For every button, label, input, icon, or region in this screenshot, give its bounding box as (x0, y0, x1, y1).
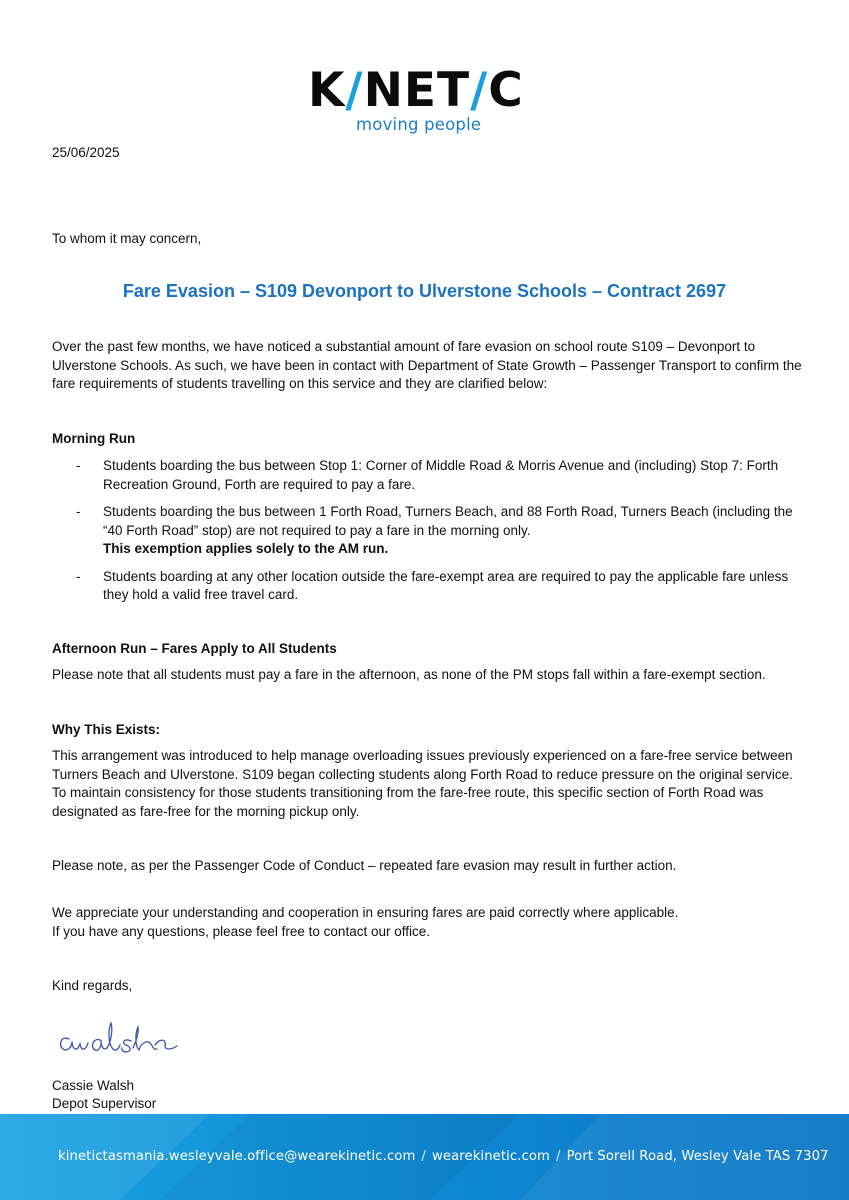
morning-run-list (52, 457, 802, 614)
logo-wordmark: K / NET / C (308, 63, 524, 118)
bullet-dash: - (76, 458, 81, 473)
contact-line: If you have any questions, please feel free to contact our office. (52, 923, 430, 939)
intro-paragraph: Over the past few months, we have noticed a substantial amount of fare evasion on school route S109 – Devonport to Ulverstone Schools. As such, we have been in contact with Department of State Growth – Passenger Transport to confirm the fare requirements of students travelling on this service and they are clarified below: (52, 339, 802, 391)
afternoon-run-heading: Afternoon Run – Fares Apply to All Students (52, 641, 337, 656)
list-item (52, 503, 802, 559)
list-item-text: Students boarding at any other location outside the fare-exempt area are required to pay the applicable fare unless they hold a valid free travel card. (103, 568, 789, 602)
bullet-dash: - (76, 568, 81, 584)
why-heading: Why This Exists: (52, 722, 161, 737)
signatory-role: Depot Supervisor (52, 1096, 157, 1111)
footer-band (0, 1114, 849, 1200)
footer-address: Port Sorell Road, Wesley Vale TAS 7307 (566, 1149, 829, 1164)
footer-contact (58, 1148, 838, 1167)
signature-image (55, 1012, 190, 1062)
morning-run-heading: Morning Run (52, 431, 136, 446)
list-item (52, 568, 802, 605)
letter-date: 25/06/2025 (52, 145, 120, 160)
kinetic-logo (308, 63, 540, 138)
footer-separator: / (556, 1149, 561, 1164)
bullet-dash: - (76, 504, 81, 519)
appreciation-paragraph (52, 904, 802, 941)
afternoon-paragraph: Please note that all students must pay a fare in the afternoon, as none of the PM stops fall within a fare-exempt section. (52, 667, 766, 682)
conduct-paragraph: Please note, as per the Passenger Code of Conduct – repeated fare evasion may result in further action. (52, 858, 677, 873)
footer-email[interactable]: kinetictasmania.wesleyvale.office@wearekinetic.com (58, 1149, 416, 1164)
footer-separator: / (421, 1149, 426, 1164)
exemption-note: This exemption applies solely to the AM run. (103, 541, 389, 556)
list-item-text: Students boarding the bus between Stop 1: Corner of Middle Road & Morris Avenue and (including) Stop 7: Forth Recreation Ground, Forth are required to pay a fare. (103, 458, 779, 492)
logo-tagline: moving people (356, 115, 482, 134)
closing: Kind regards, (52, 978, 133, 993)
signatory-name: Cassie Walsh (52, 1078, 135, 1093)
list-item (52, 457, 802, 494)
footer-website[interactable]: wearekinetic.com (431, 1149, 551, 1164)
letter-title: Fare Evasion – S109 Devonport to Ulverstone Schools – Contract 2697 (122, 281, 727, 301)
why-paragraph: This arrangement was introduced to help manage overloading issues previously experienced on a fare-free service between Turners Beach and Ulverstone. S109 began collecting students along Forth Road to reduce pressure on the original service. To maintain consistency for those students transitioning from the fare-free route, this specific section of Forth Road was designated as fare-free for the morning pickup only. (52, 748, 793, 819)
appreciation-line: We appreciate your understanding and cooperation in ensuring fares are paid correctly where applicable. (52, 905, 679, 920)
salutation: To whom it may concern, (52, 231, 202, 246)
list-item-text: Students boarding the bus between 1 Forth Road, Turners Beach, and 88 Forth Road, Turners Beach (including the “40 Forth Road” stop) are not required to pay a fare in the morning only. (103, 504, 793, 538)
